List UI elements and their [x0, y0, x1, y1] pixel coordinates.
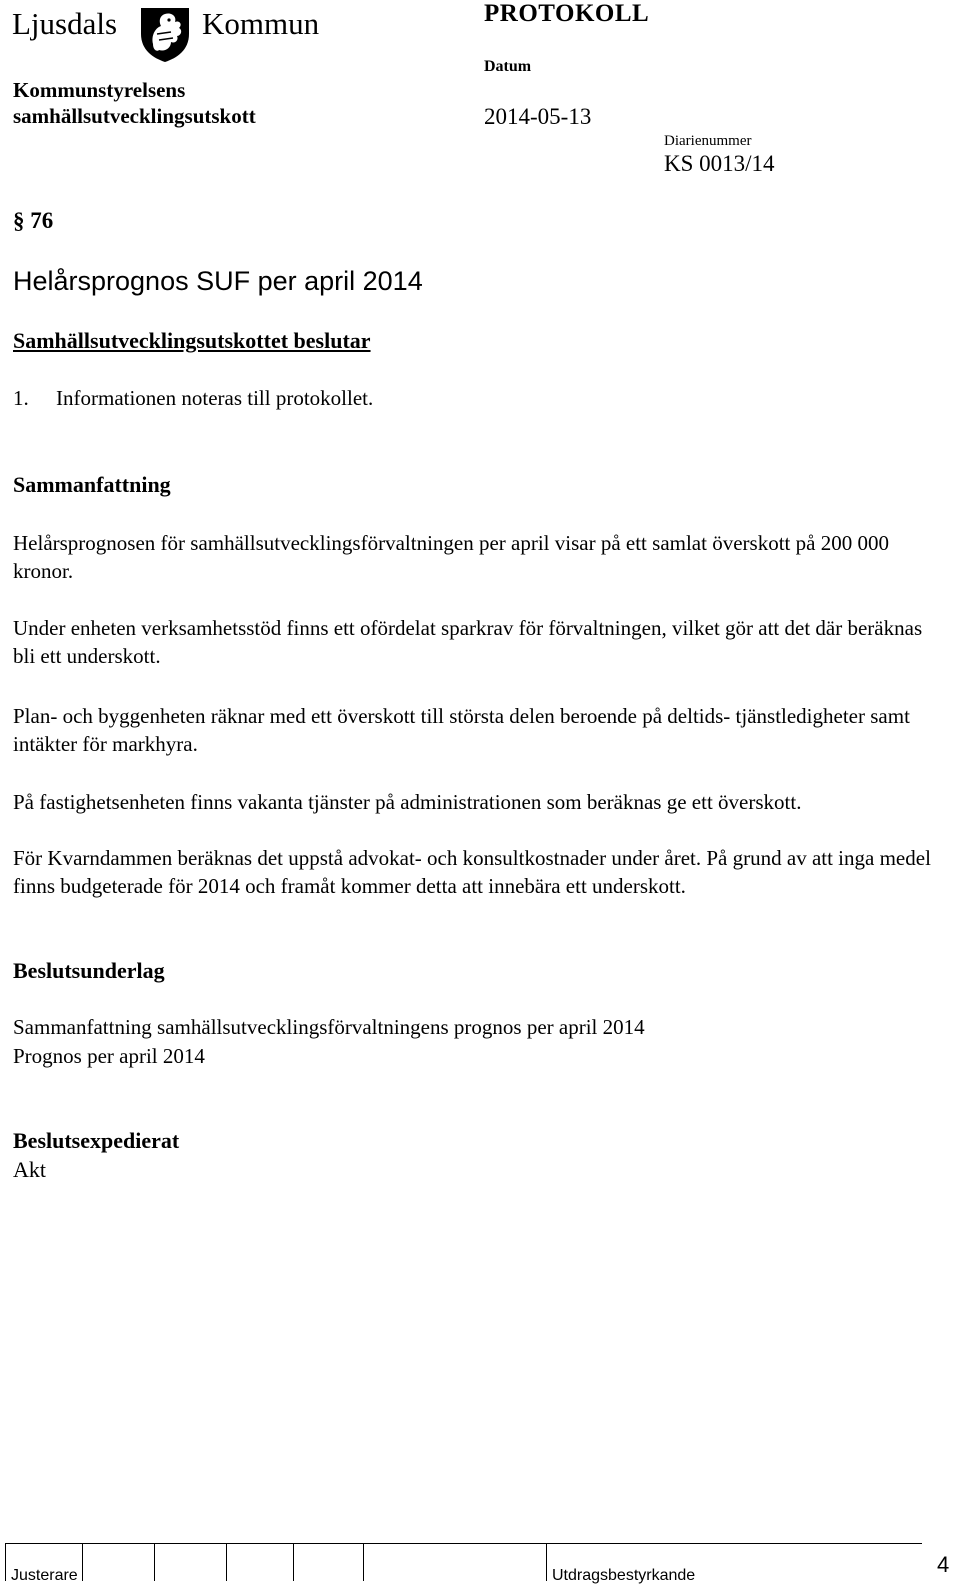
page-title: Helårsprognos SUF per april 2014	[13, 266, 423, 296]
footer-cell-divider	[363, 1543, 364, 1581]
footer-cell-divider	[5, 1543, 6, 1581]
expedition-value: Akt	[13, 1157, 46, 1182]
logo-text-kommun: Kommun	[202, 6, 320, 41]
utdragsbestyrkande-label: Utdragsbestyrkande	[552, 1567, 696, 1584]
organisation-line-2: samhällsutvecklingsutskott	[13, 104, 256, 128]
footer-cell-divider	[293, 1543, 294, 1581]
summary-paragraph: På fastighetsenheten finns vakanta tjänster på administrationen som beräknas ge ett överskott.	[13, 790, 802, 814]
decision-item-text: Informationen noteras till protokollet.	[56, 386, 374, 410]
signature-footer	[5, 1543, 956, 1584]
basis-heading: Beslutsunderlag	[13, 958, 165, 983]
summary-paragraph: Plan- och byggenheten räknar med ett överskott till största delen beroende på deltids- tjänstledigheter samt intäkter för markhyra.	[13, 704, 910, 756]
footer-cell-divider	[82, 1543, 83, 1581]
basis-item: Sammanfattning samhällsutvecklingsförvaltningens prognos per april 2014	[13, 1015, 645, 1039]
document-type: PROTOKOLL	[484, 0, 650, 27]
summary-paragraph: För Kvarndammen beräknas det uppstå advokat- och konsultkostnader under året. På grund av att inga medel finns budgeterade för 2014 och framåt kommer detta att innebära ett underskott.	[13, 846, 931, 898]
coat-of-arms-icon	[137, 4, 193, 64]
footer-rule	[5, 1543, 922, 1544]
summary-heading: Sammanfattning	[13, 472, 171, 497]
date-value: 2014-05-13	[484, 104, 592, 129]
page-number: 4	[937, 1552, 950, 1577]
decision-item-number: 1.	[13, 386, 29, 410]
summary-paragraph: Under enheten verksamhetsstöd finns ett ofördelat sparkrav för förvaltningen, vilket gör att det där beräknas bli ett underskott.	[13, 616, 923, 668]
date-label: Datum	[484, 58, 532, 75]
footer-cell-divider	[546, 1543, 547, 1581]
basis-item: Prognos per april 2014	[13, 1044, 205, 1068]
diarienummer-label: Diarienummer	[664, 133, 752, 149]
footer-cell-divider	[226, 1543, 227, 1581]
summary-paragraph: Helårsprognosen för samhällsutvecklingsförvaltningen per april visar på ett samlat överskott på 200 000 kronor.	[13, 531, 889, 583]
justerare-label: Justerare	[11, 1567, 78, 1584]
paragraph-number: § 76	[13, 208, 54, 233]
logo-text-ljusdals: Ljusdals	[12, 6, 118, 41]
footer-cell-divider	[154, 1543, 155, 1581]
organisation-line-1: Kommunstyrelsens	[13, 78, 186, 102]
decision-heading: Samhällsutvecklingsutskottet beslutar	[13, 328, 371, 353]
decision-item	[13, 386, 373, 411]
expedition-heading: Beslutsexpedierat	[13, 1128, 180, 1153]
diarienummer-value: KS 0013/14	[664, 151, 775, 176]
